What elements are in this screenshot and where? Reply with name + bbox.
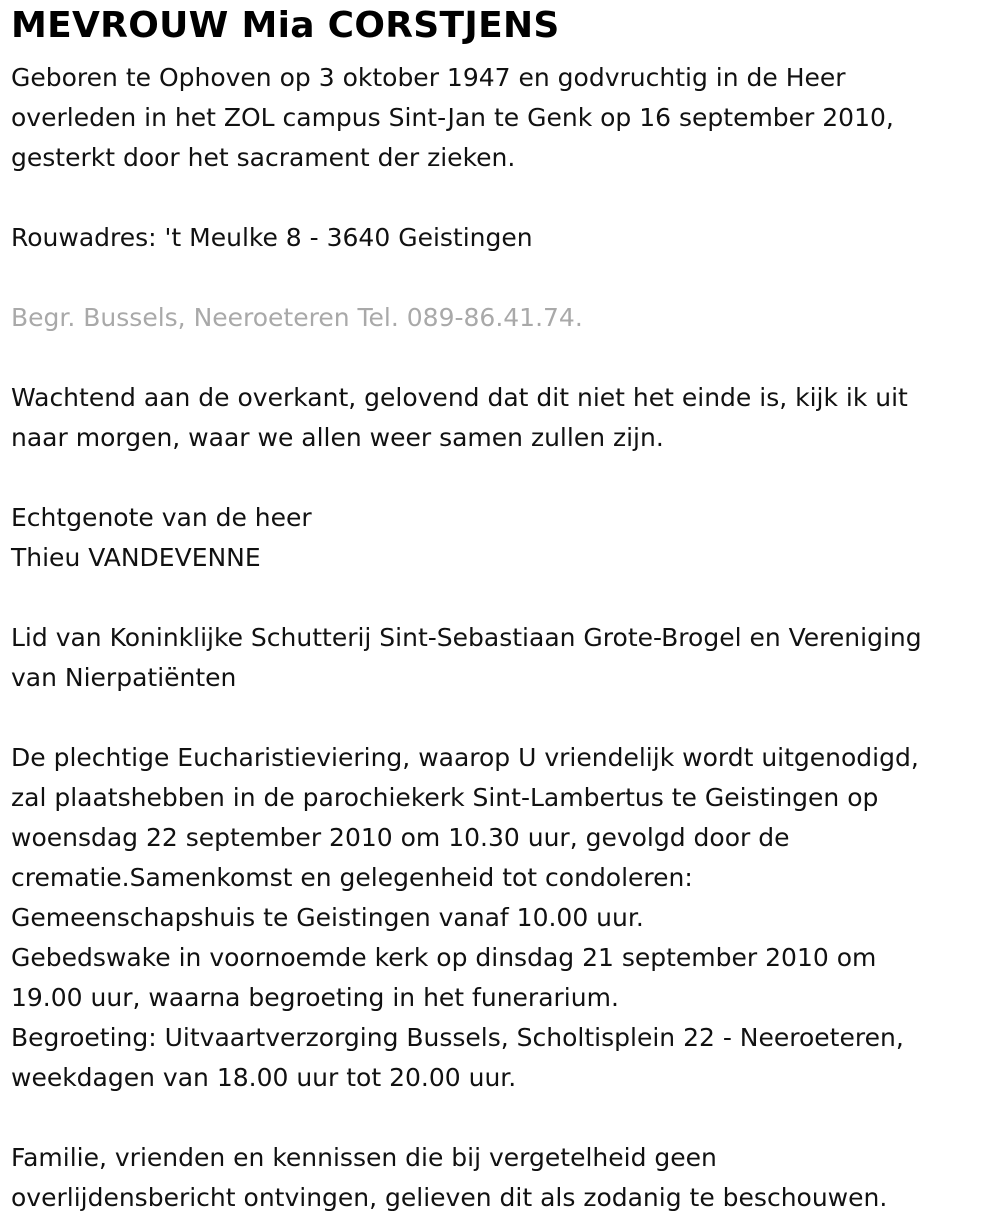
spouse-line: Echtgenote van de heer xyxy=(11,503,312,532)
membership-line: van Nierpatiënten xyxy=(11,663,237,692)
birth-death-line: gesterkt door het sacrament der zieken. xyxy=(11,143,516,172)
spacer xyxy=(11,578,1000,618)
ceremony-paragraph xyxy=(11,738,1000,1098)
birth-death-line: overleden in het ZOL campus Sint-Jan te Genk op 16 september 2010, xyxy=(11,103,894,132)
ceremony-line: Gemeenschapshuis te Geistingen vanaf 10.00 uur. xyxy=(11,903,644,932)
ceremony-line: 19.00 uur, waarna begroeting in het funerarium. xyxy=(11,983,619,1012)
quote-line: naar morgen, waar we allen weer samen zullen zijn. xyxy=(11,423,664,452)
ceremony-line: De plechtige Eucharistieviering, waarop U vriendelijk wordt uitgenodigd, xyxy=(11,743,919,772)
spouse-name: Thieu VANDEVENNE xyxy=(11,543,261,572)
mourning-address-line: Rouwadres: 't Meulke 8 - 3640 Geistingen xyxy=(11,223,533,252)
quote-paragraph xyxy=(11,378,1000,458)
deceased-name-title: MEVROUW Mia CORSTJENS xyxy=(11,5,560,46)
spacer xyxy=(11,1098,1000,1138)
ceremony-line: Gebedswake in voornoemde kerk op dinsdag 21 september 2010 om xyxy=(11,943,877,972)
ceremony-line: woensdag 22 september 2010 om 10.30 uur, gevolgd door de xyxy=(11,823,790,852)
closing-line: overlijdensbericht ontvingen, gelieven dit als zodanig te beschouwen. xyxy=(11,1183,888,1212)
birth-death-line: Geboren te Ophoven op 3 oktober 1947 en godvruchtig in de Heer xyxy=(11,63,846,92)
quote-line: Wachtend aan de overkant, gelovend dat dit niet het einde is, kijk ik uit xyxy=(11,383,908,412)
spacer xyxy=(11,458,1000,498)
membership-line: Lid van Koninklijke Schutterij Sint-Sebastiaan Grote-Brogel en Vereniging xyxy=(11,623,922,652)
mourning-address xyxy=(11,218,1000,258)
birth-death-paragraph xyxy=(11,58,1000,178)
spouse-paragraph xyxy=(11,498,1000,578)
spacer xyxy=(11,178,1000,218)
spacer xyxy=(11,258,1000,298)
undertaker-contact-line: Begr. Bussels, Neeroeteren Tel. 089-86.41.74. xyxy=(11,303,583,332)
ceremony-line: zal plaatshebben in de parochiekerk Sint-Lambertus te Geistingen op xyxy=(11,783,879,812)
closing-paragraph xyxy=(11,1138,1000,1218)
ceremony-line: crematie.Samenkomst en gelegenheid tot condoleren: xyxy=(11,863,693,892)
spacer xyxy=(11,338,1000,378)
ceremony-line: Begroeting: Uitvaartverzorging Bussels, Scholtisplein 22 - Neeroeteren, xyxy=(11,1023,904,1052)
spacer xyxy=(11,698,1000,738)
membership-paragraph xyxy=(11,618,1000,698)
ceremony-line: weekdagen van 18.00 uur tot 20.00 uur. xyxy=(11,1063,517,1092)
undertaker-contact xyxy=(11,298,1000,338)
closing-line: Familie, vrienden en kennissen die bij vergetelheid geen xyxy=(11,1143,717,1172)
